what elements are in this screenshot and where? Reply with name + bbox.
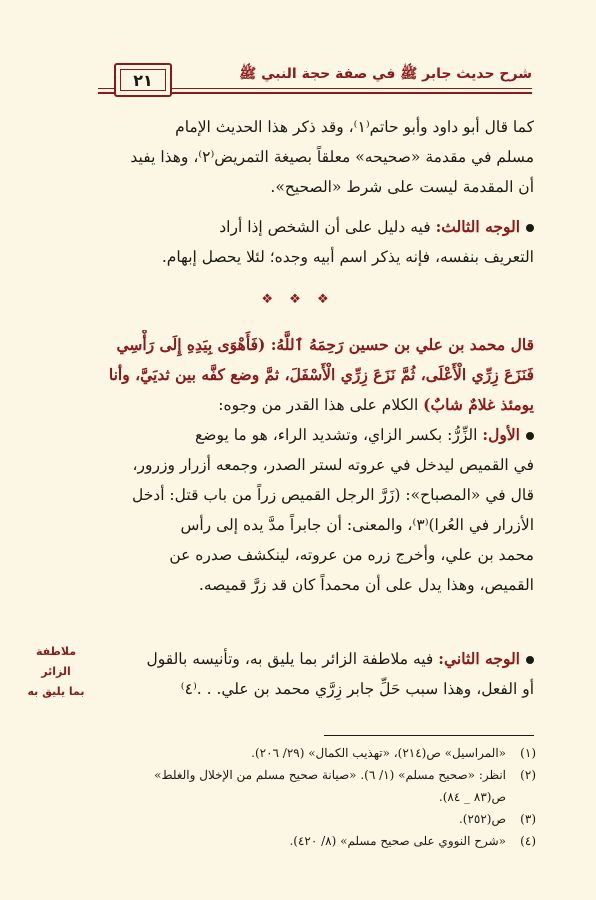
footnote-text: «شرح النووي على صحيح مسلم» (٨/ ٤٢٠). <box>289 834 506 848</box>
text-line <box>96 212 534 242</box>
text-line: الأزرار في العُرا)⁽٣⁾، والمعنى: أن جابراً مدَّ يده إلى رأس <box>180 516 534 534</box>
bullet-icon <box>526 656 534 664</box>
text-run: الزِّرُّ: بكسر الزاي، وتشديد الراء، هو ما يوضع <box>195 426 478 444</box>
text-line: أن المقدمة ليست على شرط «الصحيح». <box>270 178 534 196</box>
text-run: فيه دليل على أن الشخص إذا أراد <box>219 218 431 236</box>
footnote <box>96 764 536 786</box>
text-line: كما قال أبو داود وأبو حاتم⁽١⁾، وقد ذكر هذا الحديث الإمام <box>175 118 534 136</box>
footnote-number <box>506 786 536 808</box>
text-line <box>96 420 534 450</box>
text-line <box>96 644 534 674</box>
footnote-number: (٣) <box>520 812 536 826</box>
footnote-number: (٢) <box>520 768 536 782</box>
footnote-text: انظر: «صحيح مسلم» (١/ ٦). «صيانة صحيح مسلم من الإخلال والغلط» <box>154 768 506 782</box>
text-line: في القميص ليدخل في عروته لستر الصدر، وجمعه أزرار وزرور، <box>132 456 534 474</box>
margin-note-line: بما يليق به <box>27 685 85 698</box>
hadith-line: فَنَزَعَ زِرِّي الْأَعْلَى، ثُمَّ نَزَعَ زِرِّي الْأَسْفَلَ، ثمَّ وضع كفَّه بين ثديَيَّ، وأنا <box>108 365 534 384</box>
footnote <box>96 830 536 852</box>
footnote <box>96 808 536 830</box>
footnote-rule <box>324 735 534 736</box>
text-line: القميص، وهذا يدل على أن محمداً كان قد زرَّ قميصه. <box>198 576 534 594</box>
section-label: الأول: <box>482 425 520 444</box>
footnote <box>96 742 536 764</box>
margin-note <box>20 642 92 702</box>
footnote-number: (٤) <box>520 834 536 848</box>
text-line <box>96 390 534 420</box>
footnote-text: ص(٨٣ _ ٨٤). <box>438 790 506 804</box>
bullet-icon <box>526 224 534 232</box>
text-line: محمد بن علي، وأخرج زره من عروته، لينكشف صدره عن <box>169 546 534 564</box>
paragraph-second-aspect <box>96 644 534 704</box>
page-number: ٢١ <box>120 69 166 91</box>
footnote-text: ص(٢٥٢). <box>458 812 506 826</box>
hadith-line: قال محمد بن علي بن حسين رَحِمَهُ ٱللَّهُ: (فَأَهْوَى بِيَدِهِ إِلَى رَأْسِي <box>116 335 534 354</box>
section-label: الوجه الثاني: <box>438 649 520 668</box>
hadith-end: يومئذ غلامٌ شابٌ) <box>423 395 534 414</box>
footnote <box>96 786 536 808</box>
text-run: فيه ملاطفة الزائر بما يليق به، وتأنيسه بالقول <box>146 650 434 668</box>
footnotes <box>96 742 536 852</box>
bullet-icon <box>526 432 534 440</box>
paragraph-third-aspect <box>96 212 534 272</box>
text-line: قال في «المصباح»: (زَرَّ الرجل القميص زراً من باب قتل: أدخل <box>131 486 534 504</box>
hadith-quote <box>96 330 534 420</box>
footnote-number: (١) <box>520 746 536 760</box>
page-number-frame <box>114 63 172 97</box>
margin-note-line: ملاطفة الزائر <box>35 645 77 678</box>
header-title: شرح حديث جابر ﷺ في صفة حجة النبي ﷺ <box>239 66 532 82</box>
text-run: الكلام على هذا القدر من وجوه: <box>218 396 424 414</box>
paragraph-first-aspect <box>96 420 534 600</box>
paragraph-intro <box>96 112 534 202</box>
section-ornament: ❖ ❖ ❖ <box>261 292 335 307</box>
section-label: الوجه الثالث: <box>435 217 520 236</box>
text-line: أو الفعل، وهذا سبب حَلِّ جابر زِرَّي محمد بن علي. . .⁽٤⁾ <box>180 680 534 698</box>
footnote-text: «المراسيل» ص(٢١٤)، «تهذيب الكمال» (٢٩/ ٢٠٦). <box>251 746 506 760</box>
text-line: مسلم في مقدمة «صحيحه» معلقاً بصيغة التمريض⁽٢⁾، وهذا يفيد <box>130 148 534 166</box>
text-line: التعريف بنفسه، فإنه يذكر اسم أبيه وجده؛ لئلا يحصل إبهام. <box>161 248 534 266</box>
